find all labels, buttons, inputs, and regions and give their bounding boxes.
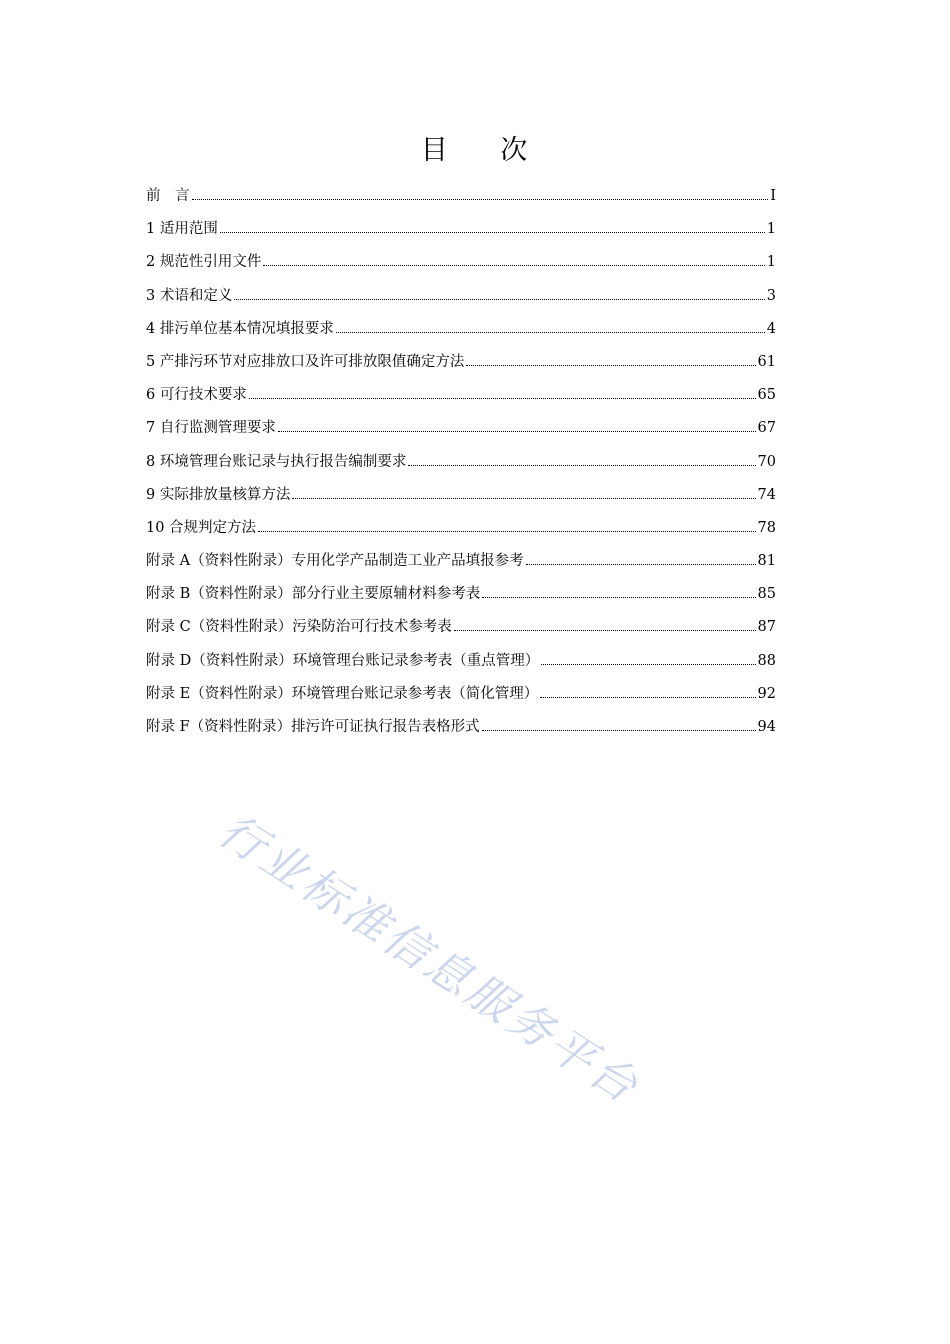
toc-entry-label: 附录 B（资料性附录）部分行业主要原辅材料参考表 — [146, 586, 481, 603]
toc-entry-label: 6 可行技术要求 — [146, 387, 247, 404]
toc-entry-page-number: 87 — [757, 619, 776, 636]
toc-entry[interactable] — [146, 249, 776, 282]
toc-leader-dots — [454, 629, 756, 631]
toc-entry-page-number: 65 — [757, 387, 776, 404]
toc-entry[interactable] — [146, 283, 776, 316]
toc-entry-label: 3 术语和定义 — [146, 287, 233, 304]
toc-entry[interactable] — [146, 216, 776, 249]
toc-entry-page-number: 88 — [757, 652, 776, 669]
toc-entry[interactable] — [146, 581, 776, 614]
toc-entry[interactable] — [146, 614, 776, 647]
toc-entry-page-number: 61 — [757, 353, 776, 370]
toc-entry[interactable] — [146, 415, 776, 448]
toc-entry-label: 10 合规判定方法 — [146, 519, 257, 536]
toc-entry[interactable] — [146, 482, 776, 515]
toc-leader-dots — [278, 430, 756, 432]
toc-entry[interactable] — [146, 515, 776, 548]
toc-leader-dots — [482, 596, 755, 598]
toc-entry-page-number: 81 — [757, 553, 776, 570]
toc-leader-dots — [526, 563, 756, 565]
toc-leader-dots — [192, 198, 769, 200]
toc-entry[interactable] — [146, 648, 776, 681]
toc-entry[interactable] — [146, 349, 776, 382]
toc-entry-page-number: 67 — [757, 420, 776, 437]
toc-entry[interactable] — [146, 449, 776, 482]
toc-entry[interactable] — [146, 681, 776, 714]
toc-entry-label: 8 环境管理台账记录与执行报告编制要求 — [146, 453, 407, 470]
toc-entry-page-number: 85 — [757, 586, 776, 603]
toc-entry-page-number: 70 — [757, 453, 776, 470]
toc-leader-dots — [541, 663, 755, 665]
toc-entry-page-number: 4 — [766, 320, 776, 337]
toc-entry-page-number: 74 — [757, 486, 776, 503]
toc-entry-label: 附录 F（资料性附录）排污许可证执行报告表格形式 — [146, 719, 480, 735]
toc-entry-label: 4 排污单位基本情况填报要求 — [146, 320, 334, 337]
toc-entry-label: 2 规范性引用文件 — [146, 254, 262, 271]
toc-entry[interactable] — [146, 183, 776, 216]
toc-entry[interactable] — [146, 382, 776, 415]
toc-entry-label: 前 言 — [146, 188, 190, 204]
toc-entry-label: 9 实际排放量核算方法 — [146, 486, 291, 503]
toc-leader-dots — [220, 231, 765, 233]
toc-leader-dots — [249, 397, 756, 399]
toc-entry-page-number: 1 — [766, 254, 776, 271]
toc-leader-dots — [292, 497, 755, 499]
toc-leader-dots — [408, 464, 755, 466]
toc-leader-dots — [336, 331, 765, 333]
toc-entry[interactable] — [146, 714, 776, 747]
watermark: 行业标准信息服务平台 — [209, 803, 650, 1115]
toc-entry-page-number: 78 — [757, 519, 776, 536]
toc-entry-label: 1 适用范围 — [146, 221, 218, 238]
toc-entry-label: 附录 A（资料性附录）专用化学产品制造工业产品填报参考 — [146, 553, 524, 570]
toc-leader-dots — [540, 696, 755, 698]
toc-entry-page-number: 94 — [757, 719, 776, 735]
toc-entry-label: 附录 C（资料性附录）污染防治可行技术参考表 — [146, 619, 452, 636]
toc-leader-dots — [258, 530, 755, 532]
toc-entry-label: 附录 E（资料性附录）环境管理台账记录参考表（简化管理） — [146, 685, 539, 702]
page-title: 目 次 — [420, 135, 550, 166]
toc-entry-label: 5 产排污环节对应排放口及许可排放限值确定方法 — [146, 353, 465, 370]
toc-leader-dots — [466, 364, 755, 366]
toc-entry[interactable] — [146, 316, 776, 349]
toc-entry-page-number: I — [770, 188, 776, 204]
toc-entry-label: 附录 D（资料性附录）环境管理台账记录参考表（重点管理） — [146, 652, 540, 669]
toc-leader-dots — [234, 298, 764, 300]
toc-leader-dots — [482, 729, 756, 731]
toc-entry-page-number: 3 — [766, 287, 776, 304]
toc-leader-dots — [263, 264, 764, 266]
toc-entry-label: 7 自行监测管理要求 — [146, 420, 276, 437]
toc-entry-page-number: 92 — [757, 685, 776, 702]
toc-entry[interactable] — [146, 548, 776, 581]
table-of-contents — [146, 183, 776, 747]
toc-entry-page-number: 1 — [766, 221, 776, 238]
